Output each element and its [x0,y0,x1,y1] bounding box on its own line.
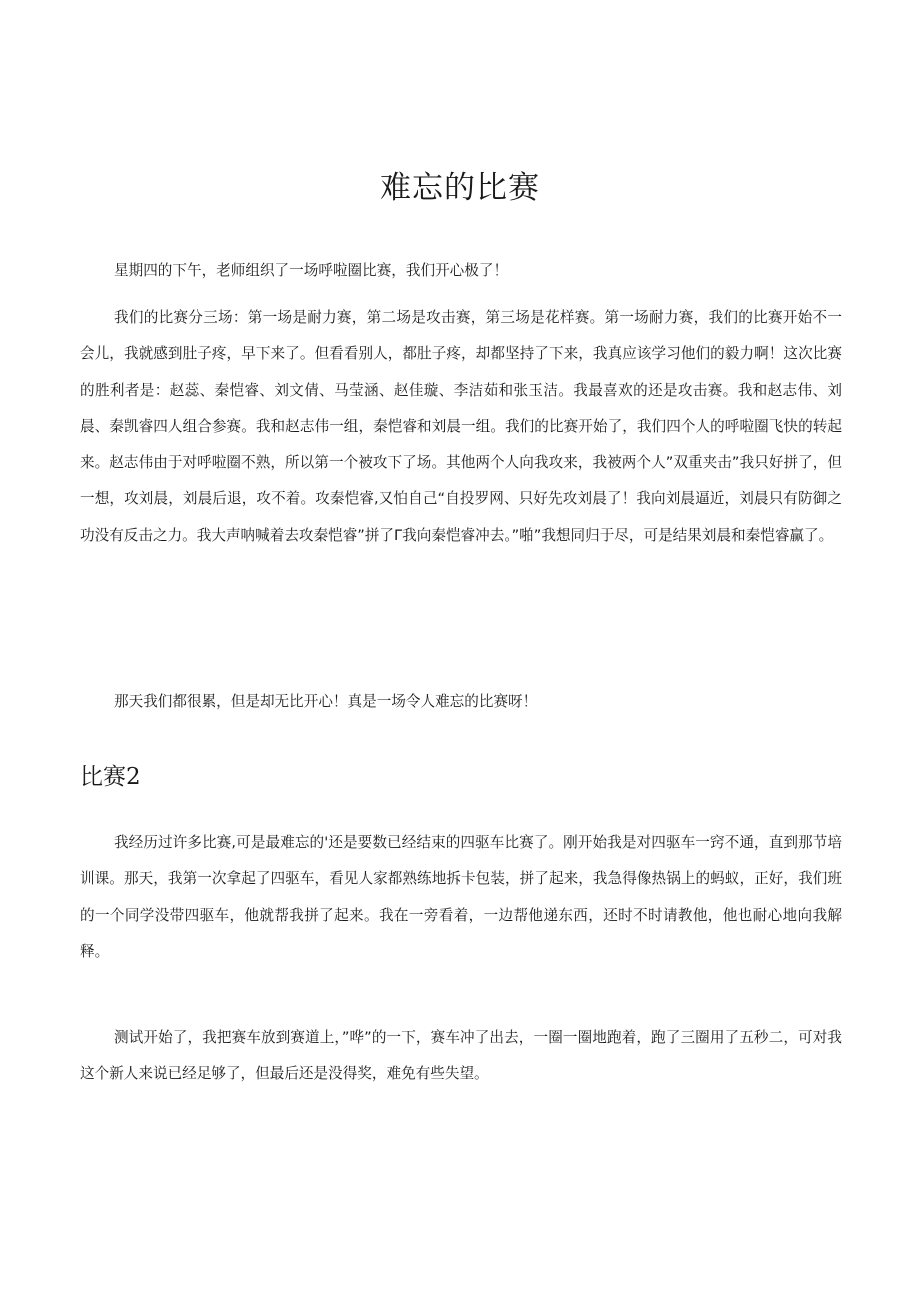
section-heading: 比赛2 [80,764,141,790]
document-title: 难忘的比赛 [380,170,540,206]
paragraph-test-run: 测试开始了，我把赛车放到赛道上，”哗”的一下，赛车冲了出去，一圈一圈地跑着，跑了三圈用了五秒二，可对我这个新人来说已经足够了，但最后还是没得奖，难免有些失望。 [80,1029,842,1083]
paragraph-four-wheel-drive: 我经历过许多比赛,可是最难忘的'还是要数已经结束的四驱车比赛了。刚开始我是对四驱车一窍不通，直到那节培训课。那天，我第一次拿起了四驱车，看见人家都熟练地拆卡包装，拼了起来，我急得像热锅上的蚂蚁，正好，我们班的一个同学没带四驱车，他就帮我拼了起来。我在一旁看着，一边帮他递东西，还时不时请教他，他也耐心地向我解释。 [80,834,842,960]
paragraph-competition: 我们的比赛分三场：第一场是耐力赛，第二场是攻击赛，第三场是花样赛。第一场耐力赛，我们的比赛开始不一会儿，我就感到肚子疼，早下来了。但看看别人，都肚子疼，却都坚持了下来，我真应该学习他们的毅力啊！这次比赛的胜利者是：赵蕊、秦恺睿、刘文倩、马莹涵、赵佳璇、李洁茹和张玉洁。我最喜欢的还是攻击赛。我和赵志伟、刘晨、秦凯睿四人组合参赛。我和赵志伟一组，秦恺睿和刘晨一组。我们的比赛开始了，我们四个人的呼啦圈飞快的转起来。赵志伟由于对呼啦圈不熟，所以第一个被攻下了场。其他两个人向我攻来，我被两个人”双重夹击”我只好拼了，但一想，攻刘晨，刘晨后退，攻不着。攻秦恺睿,又怕自己“自投罗网、只好先攻刘晨了！我向刘晨逼近，刘晨只有防御之功没有反击之力。我大声呐喊着去攻秦恺睿”拼了Γ我向秦恺睿冲去。”啪”我想同归于尽，可是结果刘晨和秦恺睿赢了。 [80,309,842,544]
paragraph-intro: 星期四的下午，老师组织了一场呼啦圈比赛，我们开心极了！ [114,262,509,279]
paragraph-conclusion: 那天我们都很累，但是却无比开心！真是一场令人难忘的比赛呀！ [114,693,538,710]
